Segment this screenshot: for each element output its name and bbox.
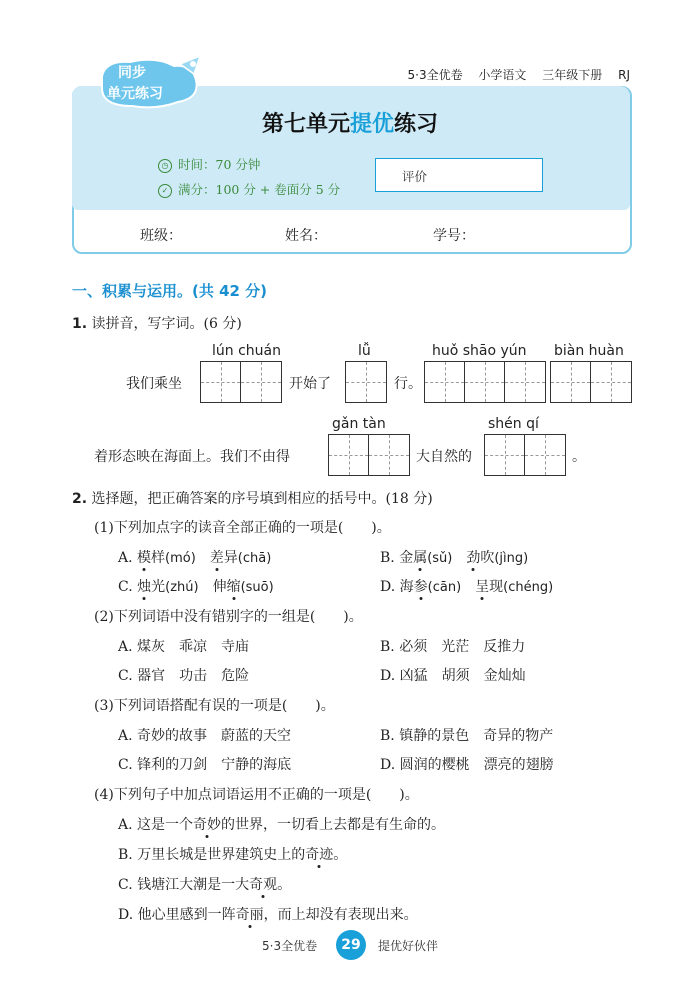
sub4-option-c[interactable]: C. 钱塘江大潮是一大奇观。 xyxy=(118,877,292,893)
footer-series: 5·3全优卷 xyxy=(262,939,318,953)
answer-grid-gantan[interactable] xyxy=(328,434,410,476)
pinyin-lv: lǚ xyxy=(358,343,371,359)
sub1-option-b[interactable]: B. 金属(sǔ) 劲吹(jìng) xyxy=(380,550,529,566)
answer-grid-shenqi[interactable] xyxy=(484,434,566,476)
student-id-field[interactable]: 学号： xyxy=(433,228,475,244)
sub3-stem: (3)下列词语搭配有误的一项是( )。 xyxy=(94,698,335,714)
sub4-stem: (4)下列句子中加点词语运用不正确的一项是( )。 xyxy=(94,787,419,803)
question-2-stem: 2. 选择题，把正确答案的序号填到相应的括号中。(18 分) xyxy=(72,491,433,507)
answer-grid-huoshaoyun[interactable] xyxy=(424,361,546,403)
q1-line1-part1: 我们乘坐 xyxy=(126,376,182,392)
sub2-option-c[interactable]: C. 器官 功击 危险 xyxy=(118,668,250,684)
sub4-option-a[interactable]: A. 这是一个奇妙的世界，一切看上去都是有生命的。 xyxy=(118,817,446,833)
sub2-stem: (2)下列词语中没有错别字的一组是( )。 xyxy=(94,609,363,625)
question-1-stem: 1. 读拼音，写字词。(6 分) xyxy=(72,316,242,332)
q1-line1-part3: 行。 xyxy=(394,376,422,392)
series-name: 5·3全优卷 xyxy=(407,68,463,82)
sub1-option-d[interactable]: D. 海参(cān) 呈现(chéng) xyxy=(380,579,554,595)
class-field[interactable]: 班级： xyxy=(140,228,182,244)
pinyin-huoshaoyun: huǒ shāo yún xyxy=(432,343,527,359)
footer-slogan: 提优好伙伴 xyxy=(378,939,439,953)
sub2-option-d[interactable]: D. 凶猛 胡须 金灿灿 xyxy=(380,668,526,684)
clock-icon: ◷ xyxy=(158,159,172,173)
full-score: ✓ 满分：100 分 + 卷面分 5 分 xyxy=(158,180,340,198)
grade: 三年级下册 xyxy=(542,68,603,82)
section-heading: 一、积累与运用。(共 42 分) xyxy=(72,282,268,300)
subject: 小学语文 xyxy=(478,68,527,82)
q1-line2-part1: 着形态映在海面上。我们不由得 xyxy=(94,449,290,465)
time-limit: ◷ 时间：70 分钟 xyxy=(158,155,260,173)
answer-grid-lunchuan[interactable] xyxy=(200,361,282,403)
q1-line2-part3: 。 xyxy=(572,449,586,465)
sub3-option-a[interactable]: A. 奇妙的故事 蔚蓝的天空 xyxy=(118,728,292,744)
pinyin-gantan: gǎn tàn xyxy=(332,416,386,432)
check-icon: ✓ xyxy=(158,184,172,198)
name-field[interactable]: 姓名： xyxy=(285,228,327,244)
sub1-stem: (1)下列加点字的读音全部正确的一项是( )。 xyxy=(94,520,391,536)
pinyin-lunchuan: lún chuán xyxy=(212,343,281,359)
evaluation-label: 评价 xyxy=(402,169,428,184)
sub1-option-c[interactable]: C. 烛光(zhú) 伸缩(suō) xyxy=(118,579,274,595)
sub2-option-b[interactable]: B. 必须 光茫 反推力 xyxy=(380,639,526,655)
evaluation-box[interactable] xyxy=(375,158,543,192)
sub3-option-d[interactable]: D. 圆润的樱桃 漂亮的翅膀 xyxy=(380,757,554,773)
badge-line-2: 单元练习 xyxy=(107,86,163,102)
q1-line2-part2: 大自然的 xyxy=(416,449,472,465)
sub1-option-a[interactable]: A. 模样(mó) 差异(chā) xyxy=(118,550,272,566)
title-highlight: 提优 xyxy=(349,112,394,137)
page-number: 29 xyxy=(336,930,366,960)
sub4-option-d[interactable]: D. 他心里感到一阵奇丽，而上却没有表现出来。 xyxy=(118,907,418,923)
badge-line-1: 同步 xyxy=(118,65,146,81)
answer-grid-lv[interactable] xyxy=(345,361,387,403)
sub3-option-c[interactable]: C. 锋利的刀剑 宁静的海底 xyxy=(118,757,292,773)
page-title: 第七单元提优练习 xyxy=(261,112,439,137)
sub2-option-a[interactable]: A. 煤灰 乖凉 寺庙 xyxy=(118,639,250,655)
sub3-option-b[interactable]: B. 镇静的景色 奇异的物产 xyxy=(380,728,554,744)
sub4-option-b[interactable]: B. 万里长城是世界建筑史上的奇迹。 xyxy=(118,847,348,863)
pinyin-bianhuan: biàn huàn xyxy=(554,343,624,359)
q1-line1-part2: 开始了 xyxy=(289,376,331,392)
pinyin-shenqi: shén qí xyxy=(488,416,539,432)
answer-grid-bianhuan[interactable] xyxy=(550,361,632,403)
edition: RJ xyxy=(618,68,630,82)
series-info xyxy=(408,66,631,83)
